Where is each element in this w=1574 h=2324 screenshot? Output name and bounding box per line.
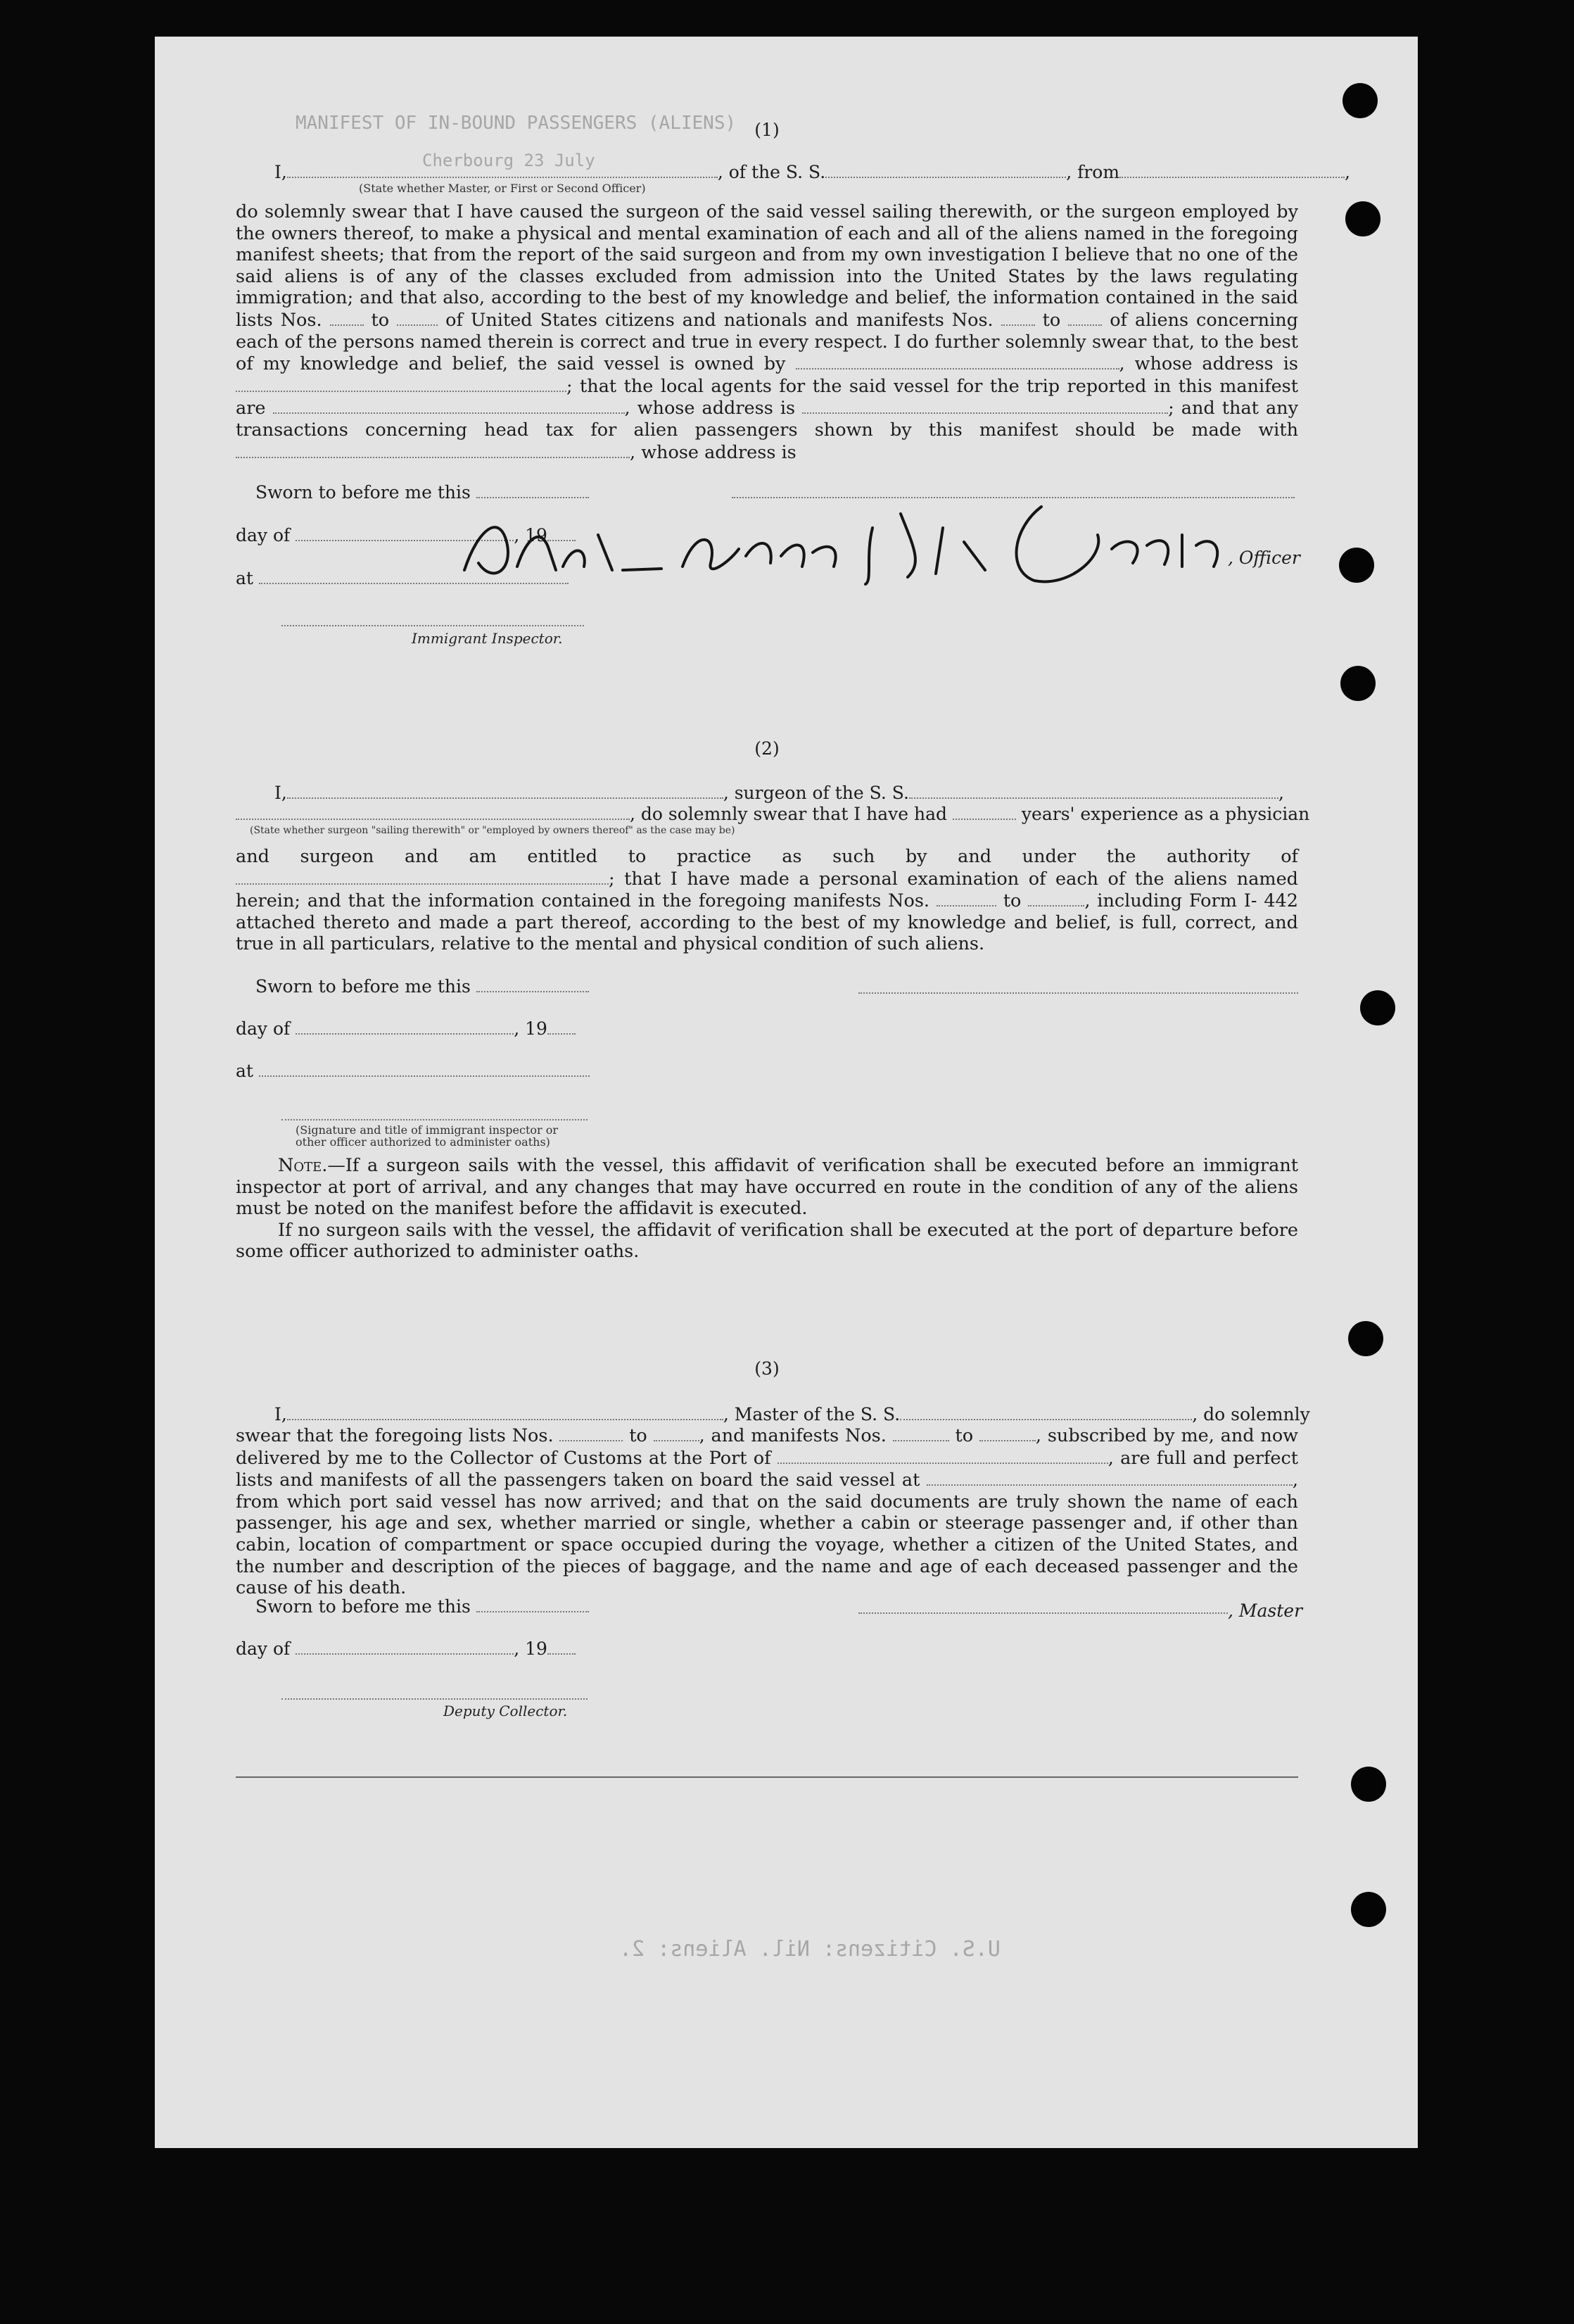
binder-hole	[1340, 666, 1376, 701]
agents-address-field[interactable]	[802, 397, 1168, 414]
authority-field[interactable]	[236, 868, 609, 885]
port-field[interactable]	[778, 1447, 1108, 1464]
day-line: day of , 19	[236, 524, 576, 546]
day-line: day of , 19	[236, 1018, 576, 1040]
binder-hole	[1348, 1321, 1383, 1356]
officer-signature-line	[281, 1119, 588, 1120]
handwritten-signature	[450, 486, 1259, 598]
master-label: , Master	[1228, 1600, 1303, 1621]
sworn-line: Sworn to before me this	[255, 1596, 589, 1617]
officer-title-field[interactable]	[287, 161, 718, 178]
section-number: (3)	[754, 1358, 780, 1379]
binder-hole	[1360, 990, 1395, 1025]
agents-field[interactable]	[273, 397, 625, 414]
sworn-date-field[interactable]	[476, 1596, 589, 1612]
oath-paragraph: do solemnly swear that I have caused the surgeon of the said vessel sailing therewith, or the surgeon employed by the owners thereof, to make a physical and mental examination of each and all of the aliens named in the foregoing manifest sheets; that from the report of the said surgeon and from my own investigation I believe that no one of the said aliens is of any of the classes excluded from admission into the United States by the laws regulating immigration; and that also, according to the best of my knowledge and belief, the information contained in the said lists Nos. to of United States citizens and nationals and manifests Nos. to of aliens concerning each of the persons named therein is correct and true in every respect. I do further solemnly swear that, to the best of my knowledge and belief, the said vessel is owned by , whose address is ; that the local agents for the said vessel for the trip reported in this manifest are , whose address is ; and that any transactions concerning head tax for alien passengers shown by this manifest should be made with , whose address is	[236, 201, 1298, 463]
place-field[interactable]	[259, 1060, 590, 1077]
master-name-field[interactable]	[287, 1403, 723, 1420]
departure-port-field[interactable]	[927, 1469, 1293, 1486]
bleed-through-header: MANIFEST OF IN-BOUND PASSENGERS (ALIENS)	[296, 113, 737, 134]
field-caption: (State whether surgeon "sailing therewith" or "employed by owners thereof" as the case may be)	[250, 825, 735, 836]
signature-line	[858, 992, 1298, 994]
binder-hole	[1351, 1892, 1386, 1927]
vessel-name-field[interactable]	[909, 782, 1278, 799]
oath-paragraph: swear that the foregoing lists Nos. to , and manifests Nos. to , subscribed by me, and now delivered by me to the Collector of Customs at the Port of , are full and perfect lists and manifests of all the passengers taken on board the said vessel at , from which port said vessel has now arrived; and that on the said documents are truly shown the name of each passenger, his age and sex, whether married or single, whether a cabin or steerage passenger and, if other than cabin, location of compartment or space occupied during the voyage, whether a citizen of the United States, and the number and description of the pieces of baggage, and the name and age of each deceased passenger and the cause of his death.	[236, 1425, 1299, 1599]
bottom-rule	[236, 1776, 1298, 1778]
section-number: (2)	[754, 738, 780, 759]
owner-address-field[interactable]	[236, 375, 566, 392]
oath-paragraph: and surgeon and am entitled to practice as such by and under the authority of ; that I have made a personal examination of each of the aliens named herein; and that the information contained in the foregoing manifests Nos. to , including Form I- 442 attached thereto and made a part thereof, according to the best of my knowledge and belief, is full, correct, and true in all particulars, relative to the mental and physical condition of such aliens.	[236, 846, 1299, 955]
bleed-through-footer: U.S. Citizens: Nil. Aliens: 2.	[619, 1937, 1001, 1962]
deputy-collector-caption: Deputy Collector.	[443, 1703, 568, 1719]
binder-hole	[1339, 548, 1374, 583]
owner-field[interactable]	[796, 353, 1119, 370]
sworn-line: Sworn to before me this	[255, 481, 589, 503]
origin-port-field[interactable]	[1119, 161, 1345, 178]
years-field[interactable]	[953, 803, 1016, 820]
at-line: at	[236, 567, 569, 589]
field-caption: (State whether Master, or First or Second Officer)	[359, 182, 646, 195]
note-paragraph: Note.—If a surgeon sails with the vessel, this affidavit of verification shall be executed before an immigrant inspector at port of arrival, and any changes that may have occurred en route in the condition of any of the aliens must be noted on the manifest before the affidavit is executed. If no surgeon sails with the vessel, the affidavit of verification shall be executed at the port of departure before some officer authorized to administer oaths.	[236, 1155, 1298, 1263]
sworn-line: Sworn to before me this	[255, 975, 589, 997]
day-line: day of , 19	[236, 1638, 576, 1660]
bleed-through-row: Cherbourg 23 July	[422, 151, 595, 170]
vessel-name-field[interactable]	[825, 161, 1066, 178]
sworn-date-field[interactable]	[476, 975, 589, 992]
signature-line	[858, 1612, 1228, 1614]
oath-line: I, , Master of the S. S. , do solemnly	[274, 1404, 1310, 1425]
signature-caption: (Signature and title of immigrant inspector or	[296, 1123, 559, 1137]
inspector-caption: Immigrant Inspector.	[412, 630, 563, 647]
oath-line: I, , of the S. S. , from ,	[274, 162, 1350, 182]
surgeon-name-field[interactable]	[287, 782, 723, 799]
inspector-signature-line	[281, 625, 584, 626]
note-label: Note.	[278, 1155, 328, 1176]
officer-label: , Officer	[1228, 548, 1300, 568]
day-field[interactable]	[296, 1638, 514, 1655]
head-tax-agent-field[interactable]	[236, 441, 630, 458]
oath-line: , do solemnly swear that I have had years' experience as a physician	[236, 803, 1309, 825]
binder-hole	[1343, 83, 1378, 118]
signature-caption: other officer authorized to administer oaths)	[296, 1135, 550, 1149]
vessel-name-field[interactable]	[900, 1403, 1192, 1420]
binder-hole	[1351, 1767, 1386, 1802]
section-number: (1)	[754, 120, 780, 140]
oath-line: I, , surgeon of the S. S. ,	[274, 783, 1284, 803]
binder-hole	[1345, 201, 1381, 236]
collector-signature-line	[281, 1698, 588, 1700]
at-line: at	[236, 1060, 590, 1082]
surgeon-status-field[interactable]	[236, 803, 630, 820]
day-field[interactable]	[296, 1018, 514, 1035]
